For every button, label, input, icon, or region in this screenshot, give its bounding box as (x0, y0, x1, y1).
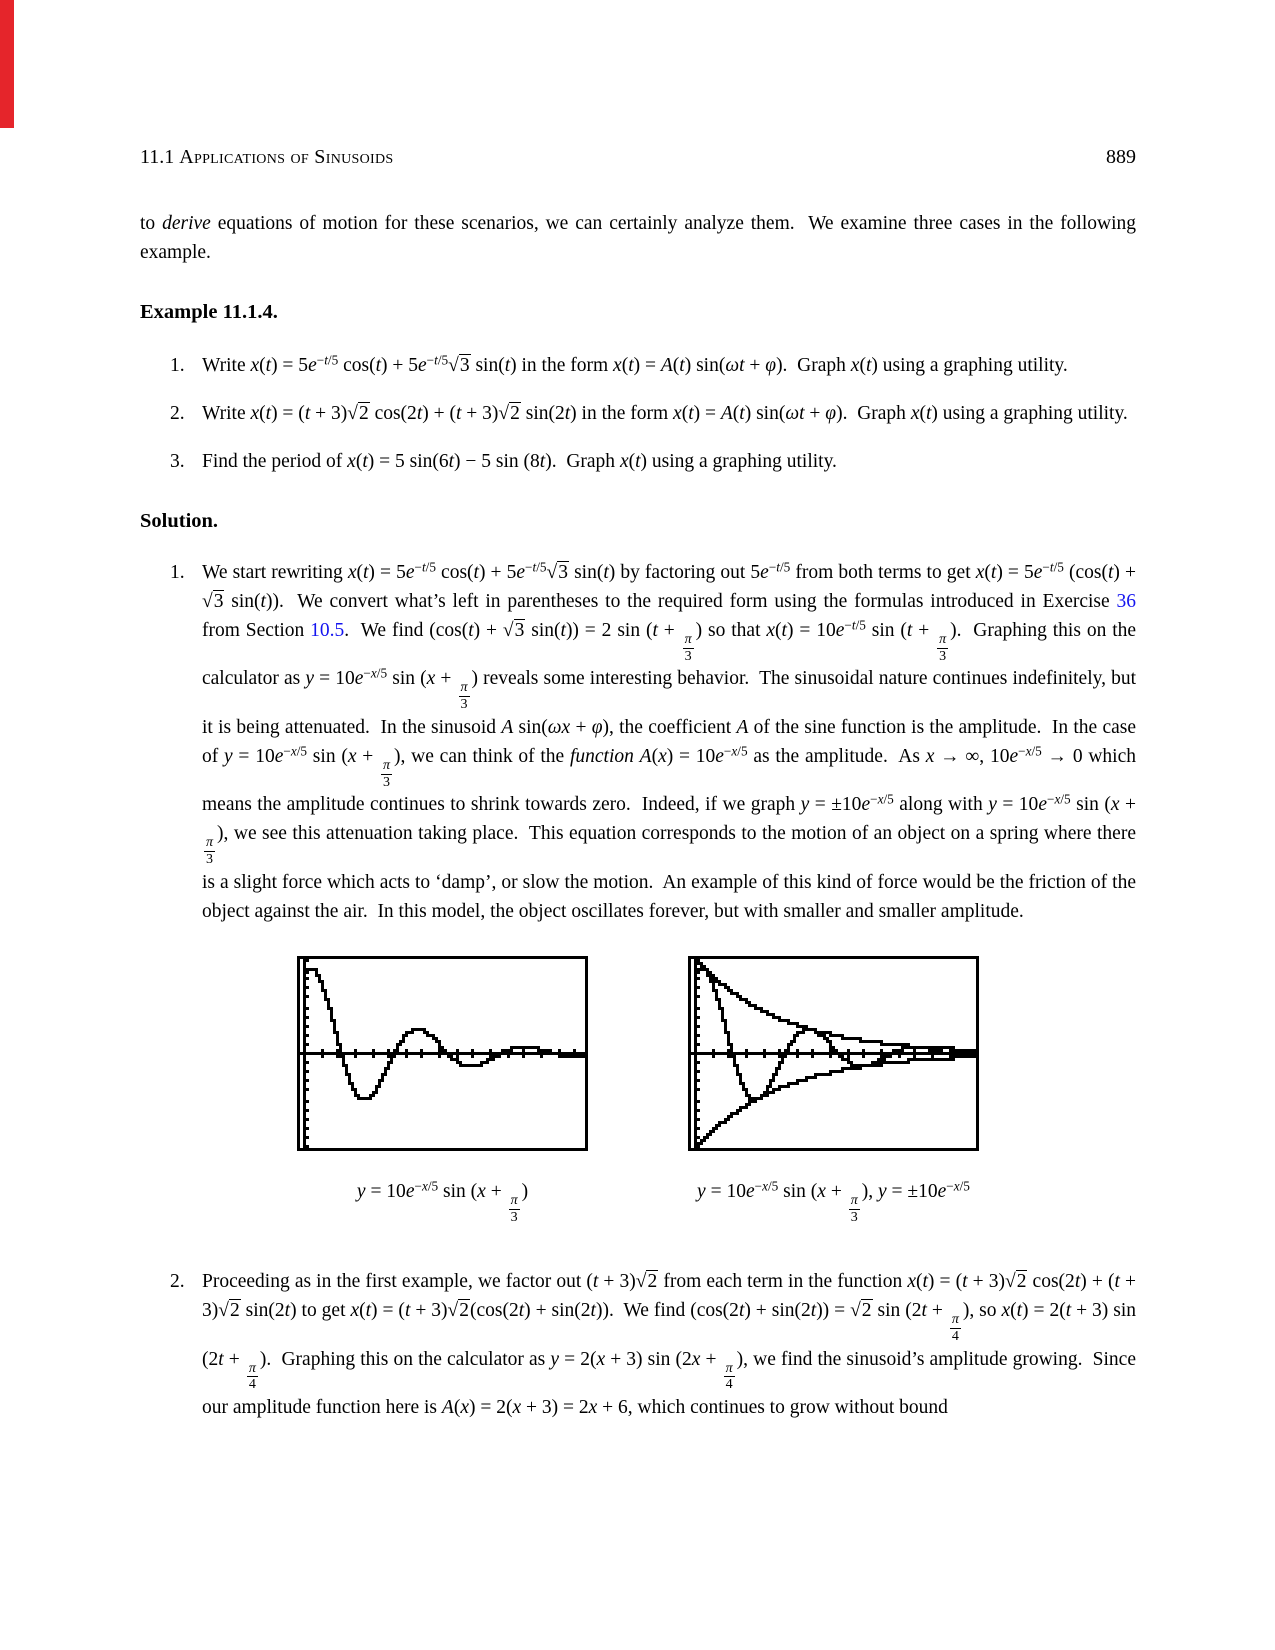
solution-heading: Solution. (140, 510, 219, 532)
item-number: 2. (170, 1271, 185, 1293)
page-content (140, 146, 1136, 1441)
solution-item-2 (170, 1267, 1136, 1422)
item-number: 1. (170, 562, 185, 583)
item-body: Write x(t) = (t + 3)√2 cos(2t) + (t + 3)√2 sin(2t) in the form x(t) = A(t) sin(ωt + φ). Graph x(t) using a graphing utility. (202, 403, 1128, 424)
red-page-marker (0, 0, 14, 128)
section-10-5-link[interactable]: 10.5 (310, 620, 345, 641)
solution-item-1 (170, 558, 1136, 926)
figure-caption-right: $y = 10e^{-x/5}$ sin (x + $\frac{\pi}{3}$ ), $y = \pm 10e^{-x/5}$ (697, 1178, 970, 1225)
example-heading: Example 11.1.4. (140, 301, 278, 323)
example-item-2 (170, 399, 1136, 428)
page-number: 889 (1106, 146, 1136, 168)
calculator-screenshot-damped-sine-with-envelope (688, 956, 979, 1151)
item-number: 1. (170, 355, 185, 376)
damped-sine-graph (300, 959, 585, 1148)
section-number: 11.1 (140, 146, 175, 168)
example-list (140, 351, 1136, 476)
figure-left (297, 956, 588, 1225)
damped-sine-envelope-graph (691, 959, 976, 1148)
item-body: Proceeding as in the first example, we factor out (t + 3)√2 from each term in the function x(t) = (t + 3)√2 cos(2t) + (t + 3)√2 sin(2t) to get x(t) = (t + 3)√2(cos(2t) + sin(2t)). We find (cos(2t) + sin(2t)) = √2 sin (2t + $\frac{\pi}{4}$ ), so x(t) = 2(t + 3) sin (2t + $\frac{\pi}{4}$ ). Graphing this on the calculator as y = 2(x + 3) sin (2x + $\frac{\pi}{4}$ ), we find the sinusoid’s amplitude growing. Since our amplitude function here is A(x) = 2(x + 3) = 2x + 6, which continues to grow without bound (202, 1271, 1136, 1419)
figure-caption-left: $y = 10e^{-x/5}$ sin (x + $\frac{\pi}{3}$ ) (356, 1178, 529, 1225)
example-item-3 (170, 447, 1136, 476)
running-header (140, 146, 1136, 169)
figure-row (140, 956, 1136, 1225)
item-body: We start rewriting $x(t) = 5e^{-t/5}$ $\cos(t) + 5e^{-t/5}√3$ sin(t) by factoring out $5e^{-t/5}$ from both terms to get $x(t) = 5e^{-t/5}$ (cos(t) + √3 sin(t)). We convert what’s left in parentheses to the required form using the formulas introduced in Exercise 36 from Section 10.5. We find (cos(t) + √3 sin(t)) = 2 sin (t + $\frac{\pi}{3}$ ) so that $x(t) = 10e^{-t/5}$ sin (t + $\frac{\pi}{3}$ ). Graphing this on the calculator as $y = 10e^{-x/5}$ sin (x + $\frac{\pi}{3}$ ) reveals some interesting behavior. The sinusoidal nature continues indefinitely, but it is being attenuated. In the sinusoid A sin(ωx + φ), the coefficient A of the sine function is the amplitude. In the case of $y = 10e^{-x/5}$ sin (x + $\frac{\pi}{3}$ ), we can think of the function $A(x) = 10e^{-x/5}$ as the amplitude. As x → ∞, $10e^{-x/5} \to 0$ which means the amplitude continues to shrink towards zero. Indeed, if we graph $y = \pm 10e^{-x/5}$ along with $y = 10e^{-x/5}$ sin (x + $\frac{\pi}{3}$ ), we see this attenuation taking place. This equation corresponds to the motion of an object on a spring where there is a slight force which acts to ‘damp’, or slow the motion. An example of this kind of force would be the friction of the object against the air. In this model, the object oscillates forever, but with smaller and smaller amplitude. (202, 559, 1137, 922)
solution-list-continued (140, 1267, 1136, 1422)
exercise-36-link[interactable]: 36 (1116, 591, 1136, 612)
example-item-1 (170, 351, 1136, 380)
item-body: Find the period of x(t) = 5 sin(6t) − 5 sin (8t). Graph x(t) using a graphing utility. (202, 451, 837, 472)
section-title: Applications of Sinusoids (179, 146, 394, 168)
section-header (140, 146, 393, 169)
solution-list (140, 558, 1136, 926)
item-number: 3. (170, 451, 185, 472)
item-body: Write $x(t) = 5e^{-t/5}$ $\cos(t) + 5e^{-t/5}√3$ sin(t) in the form x(t) = A(t) sin(ωt + φ). Graph x(t) using a graphing utility. (202, 352, 1068, 376)
item-number: 2. (170, 403, 185, 424)
intro-paragraph: to derive equations of motion for these scenarios, we can certainly analyze them. We examine three cases in the following example. (140, 213, 1136, 263)
figure-right (688, 956, 979, 1225)
calculator-screenshot-damped-sine (297, 956, 588, 1151)
